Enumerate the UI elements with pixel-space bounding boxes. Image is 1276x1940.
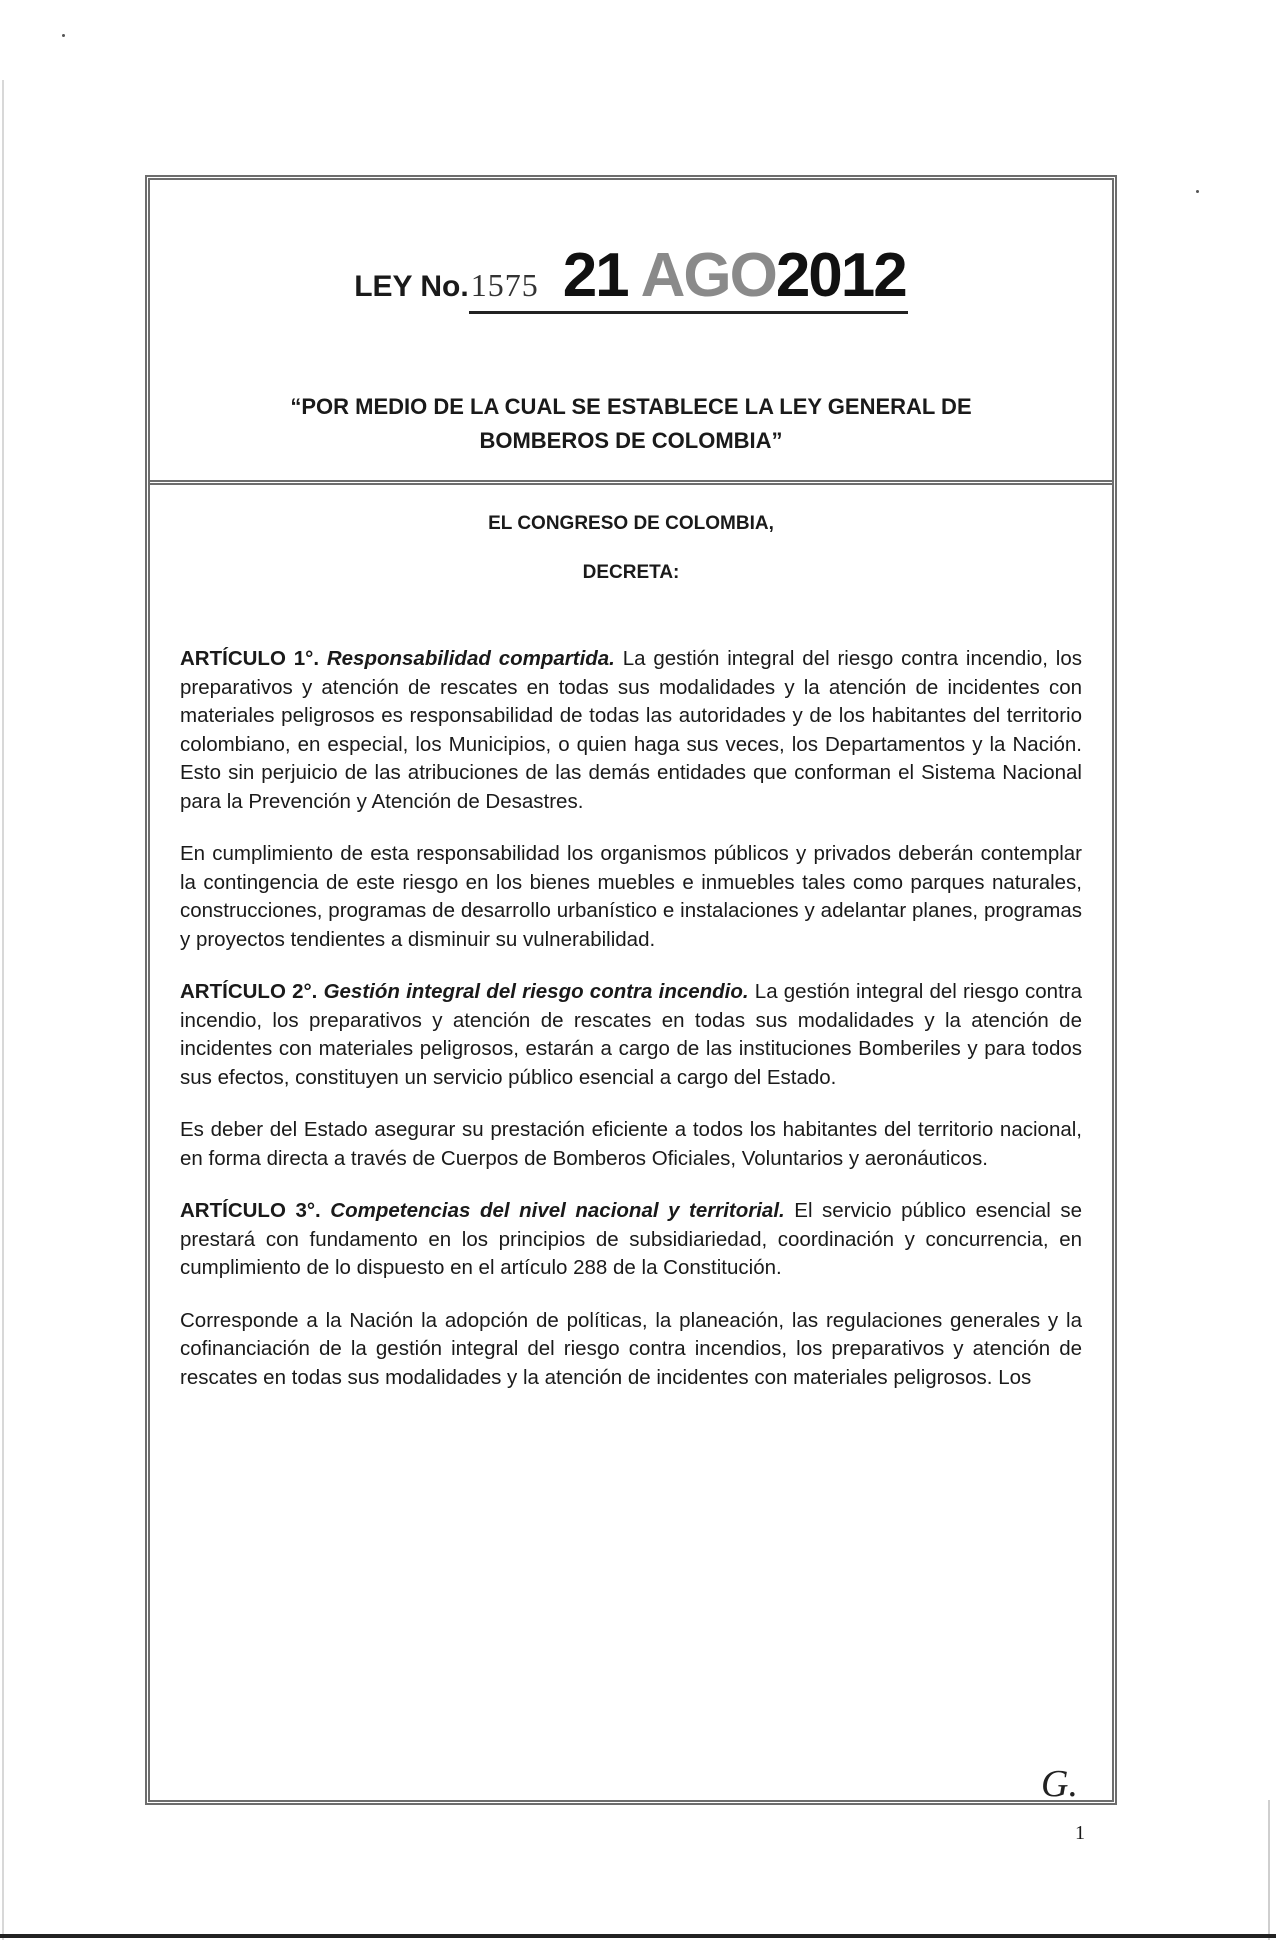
- scan-bottom-edge: [0, 1934, 1276, 1938]
- law-number-line: [150, 240, 1112, 314]
- article-text: El servicio público esencial se prestará con fundamento en los principios de subsidiariedad, coordinación y concurrencia, en cumplimiento de lo dispuesto en el artículo 288 de la Constitución.: [180, 1199, 1082, 1279]
- date-stamp: [563, 241, 906, 310]
- law-header: [150, 180, 1112, 485]
- article-paragraph: Es deber del Estado asegurar su prestación eficiente a todos los habitantes del territorio nacional, en forma directa a través de Cuerpos de Bomberos Oficiales, Voluntarios y aeronáuticos.: [180, 1118, 1082, 1170]
- date-year: 2012: [775, 241, 906, 310]
- article-title: Responsabilidad compartida.: [326, 647, 615, 670]
- article-paragraph: En cumplimiento de esta responsabilidad los organismos públicos y privados deberán contemplar la contingencia de este riesgo en los bienes muebles e inmuebles tales como parques naturales, construcciones, programas de desarrollo urbanístico e instalaciones y adelantar planes, programas y proyectos tendientes a disminuir su vulnerabilidad.: [180, 842, 1082, 951]
- scan-edge-right: [1268, 1800, 1270, 1940]
- law-label: LEY No.: [354, 270, 469, 303]
- law-title-line: BOMBEROS DE COLOMBIA”: [479, 428, 783, 453]
- article-heading: ARTÍCULO 2°.: [180, 980, 318, 1003]
- law-number-field: [469, 240, 908, 314]
- scan-speck: [62, 34, 65, 37]
- article-paragraph: [180, 645, 1082, 816]
- page-number: 1: [1075, 1822, 1085, 1844]
- scan-edge-left: [2, 80, 4, 1940]
- initials-signature: G.: [1041, 1763, 1078, 1805]
- article-title: Gestión integral del riesgo contra incendio.: [323, 980, 749, 1003]
- article-paragraph: [180, 1197, 1082, 1283]
- article-title: Competencias del nivel nacional y territorial.: [330, 1199, 785, 1222]
- article-text: La gestión integral del riesgo contra incendio, los preparativos y atención de rescates en todas sus modalidades y la atención de incidentes con materiales peligrosos es responsabilidad de todas las autoridades y de los habitantes del territorio colombiano, en especial, los Municipios, o quien haga sus veces, los Departamentos y la Nación. Esto sin perjuicio de las atribuciones de las demás entidades que conforman el Sistema Nacional para la Prevención y Atención de Desastres.: [180, 647, 1082, 813]
- law-title: [190, 390, 1072, 458]
- article-heading: ARTÍCULO 1°.: [180, 647, 320, 670]
- article-text: La gestión integral del riesgo contra incendio, los preparativos y atención de rescates en todas sus modalidades y la atención de incidentes con materiales peligrosos, estarán a cargo de las instituciones Bomberiles y para todos sus efectos, constituyen un servicio público esencial a cargo del Estado.: [180, 980, 1082, 1089]
- scan-speck: [1196, 190, 1199, 193]
- article-paragraph: [180, 978, 1082, 1092]
- issuer: EL CONGRESO DE COLOMBIA,: [488, 513, 774, 534]
- decree-heading: DECRETA:: [582, 561, 680, 583]
- law-number: 1575: [470, 267, 539, 303]
- article-paragraph: Corresponde a la Nación la adopción de políticas, la planeación, las regulaciones generales y la cofinanciación de la gestión integral del riesgo contra incendios, los preparativos y atención de rescates en todas sus modalidades y la atención de incidentes con materiales peligrosos. Los: [180, 1308, 1082, 1389]
- date-day: 21: [562, 241, 628, 310]
- date-month: AGO: [640, 241, 776, 310]
- article-heading: ARTÍCULO 3°.: [180, 1199, 321, 1222]
- document-frame: [145, 175, 1117, 1805]
- law-title-line: “POR MEDIO DE LA CUAL SE ESTABLECE LA LEY GENERAL DE: [290, 394, 972, 419]
- law-body: [180, 510, 1082, 1416]
